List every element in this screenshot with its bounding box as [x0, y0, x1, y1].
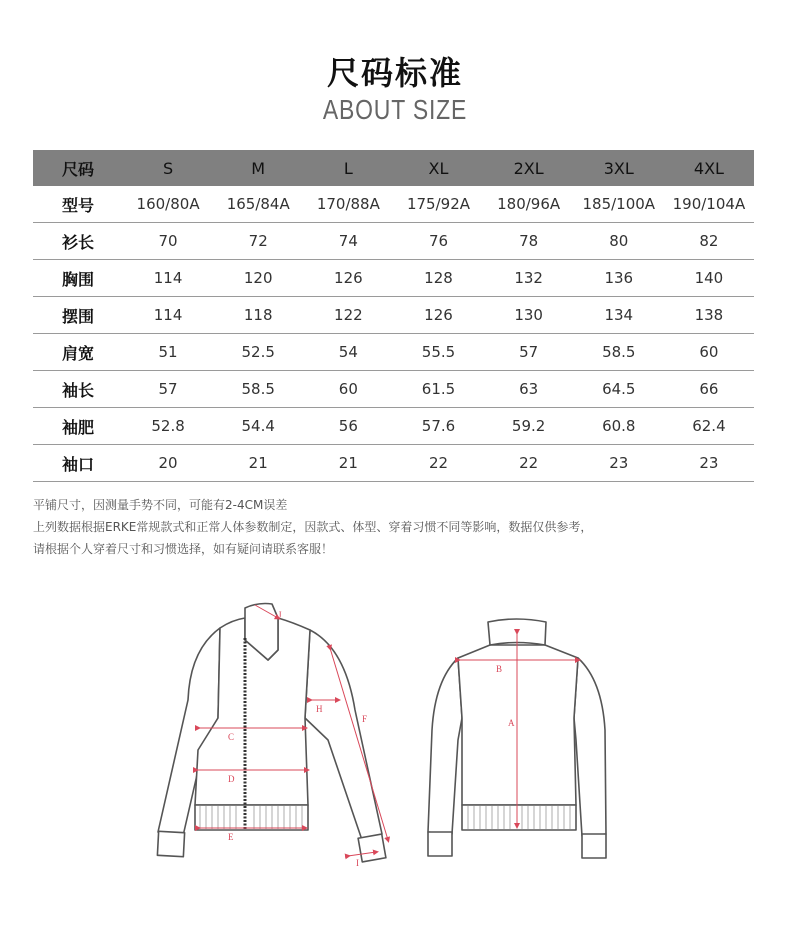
size-value-cell: 160/80A	[123, 186, 213, 223]
page-title: 尺码标准	[326, 54, 463, 92]
header-cell: 2XL	[484, 150, 574, 186]
size-value-cell: 132	[484, 260, 574, 297]
header-cell: S	[123, 150, 213, 186]
header-cell: L	[303, 150, 393, 186]
label-j: J	[278, 610, 282, 620]
back-left-cuff	[428, 832, 452, 856]
size-value-cell: 120	[213, 260, 303, 297]
size-value-cell: 76	[393, 223, 483, 260]
label-i: I	[356, 858, 359, 868]
size-row	[33, 408, 754, 445]
jacket-measurement-diagram	[150, 600, 630, 880]
label-d: D	[228, 774, 235, 784]
size-value-cell: 58.5	[574, 334, 664, 371]
size-value-cell: 63	[484, 371, 574, 408]
size-value-cell: 118	[213, 297, 303, 334]
size-value-cell: 114	[123, 260, 213, 297]
size-value-cell: 74	[303, 223, 393, 260]
size-value-cell: 130	[484, 297, 574, 334]
header-cell: 3XL	[574, 150, 664, 186]
size-row	[33, 297, 754, 334]
size-value-cell: 57	[123, 371, 213, 408]
size-value-cell: 185/100A	[574, 186, 664, 223]
label-e: E	[228, 832, 234, 842]
size-value-cell: 175/92A	[393, 186, 483, 223]
size-value-cell: 122	[303, 297, 393, 334]
front-right-sleeve	[305, 630, 382, 840]
header-cell: 4XL	[664, 150, 754, 186]
size-value-cell: 82	[664, 223, 754, 260]
size-value-cell: 52.5	[213, 334, 303, 371]
label-a: A	[508, 718, 515, 728]
size-value-cell: 62.4	[664, 408, 754, 445]
row-label: 袖肥	[33, 408, 123, 445]
front-right-cuff	[358, 834, 386, 862]
size-value-cell: 61.5	[393, 371, 483, 408]
front-left-cuff	[157, 831, 184, 856]
row-label: 衫长	[33, 223, 123, 260]
size-value-cell: 60	[664, 334, 754, 371]
size-value-cell: 136	[574, 260, 664, 297]
size-value-cell: 128	[393, 260, 483, 297]
size-value-cell: 22	[484, 445, 574, 482]
size-value-cell: 140	[664, 260, 754, 297]
size-header-row	[33, 150, 754, 186]
header-cell: M	[213, 150, 303, 186]
size-value-cell: 126	[393, 297, 483, 334]
note-line: 上列数据根据ERKE常规款式和正常人体参数制定，因款式、体型、穿着习惯不同等影响，数据仅供参考，	[33, 520, 593, 534]
size-value-cell: 51	[123, 334, 213, 371]
size-value-cell: 23	[664, 445, 754, 482]
row-label: 型号	[33, 186, 123, 223]
size-value-cell: 180/96A	[484, 186, 574, 223]
size-value-cell: 20	[123, 445, 213, 482]
size-row	[33, 334, 754, 371]
size-value-cell: 56	[303, 408, 393, 445]
size-value-cell: 21	[213, 445, 303, 482]
size-value-cell: 165/84A	[213, 186, 303, 223]
size-row	[33, 371, 754, 408]
size-value-cell: 138	[664, 297, 754, 334]
size-row	[33, 186, 754, 223]
page-subtitle: ABOUT SIZE	[322, 94, 468, 125]
row-label: 胸围	[33, 260, 123, 297]
size-value-cell: 55.5	[393, 334, 483, 371]
row-label: 袖口	[33, 445, 123, 482]
size-row	[33, 260, 754, 297]
label-h: H	[316, 704, 323, 714]
label-b: B	[496, 664, 503, 674]
size-chart-table	[33, 150, 754, 482]
size-value-cell: 126	[303, 260, 393, 297]
size-value-cell: 70	[123, 223, 213, 260]
note-line: 平铺尺寸，因测量手势不同，可能有2-4CM误差	[33, 498, 288, 512]
size-value-cell: 60	[303, 371, 393, 408]
back-right-cuff	[582, 834, 606, 858]
size-value-cell: 72	[213, 223, 303, 260]
size-value-cell: 66	[664, 371, 754, 408]
size-value-cell: 80	[574, 223, 664, 260]
row-label: 袖长	[33, 371, 123, 408]
size-row	[33, 445, 754, 482]
size-row	[33, 223, 754, 260]
row-label: 摆围	[33, 297, 123, 334]
size-notes	[33, 494, 592, 560]
size-value-cell: 78	[484, 223, 574, 260]
size-value-cell: 57.6	[393, 408, 483, 445]
size-value-cell: 58.5	[213, 371, 303, 408]
size-value-cell: 60.8	[574, 408, 664, 445]
size-value-cell: 170/88A	[303, 186, 393, 223]
header-cell: XL	[393, 150, 483, 186]
row-label: 肩宽	[33, 334, 123, 371]
size-value-cell: 54.4	[213, 408, 303, 445]
header-cell: 尺码	[33, 150, 123, 186]
size-value-cell: 21	[303, 445, 393, 482]
label-c: C	[228, 732, 235, 742]
back-body	[458, 645, 578, 805]
note-line: 请根据个人穿着尺寸和习惯选择，如有疑问请联系客服！	[33, 542, 334, 556]
size-value-cell: 134	[574, 297, 664, 334]
size-value-cell: 54	[303, 334, 393, 371]
size-value-cell: 57	[484, 334, 574, 371]
size-value-cell: 114	[123, 297, 213, 334]
size-value-cell: 52.8	[123, 408, 213, 445]
label-f: F	[362, 714, 368, 724]
size-value-cell: 23	[574, 445, 664, 482]
size-value-cell: 59.2	[484, 408, 574, 445]
back-right-sleeve	[574, 658, 606, 836]
size-value-cell: 64.5	[574, 371, 664, 408]
size-value-cell: 190/104A	[664, 186, 754, 223]
size-value-cell: 22	[393, 445, 483, 482]
back-hem-band	[462, 805, 576, 830]
back-left-sleeve	[428, 658, 462, 834]
